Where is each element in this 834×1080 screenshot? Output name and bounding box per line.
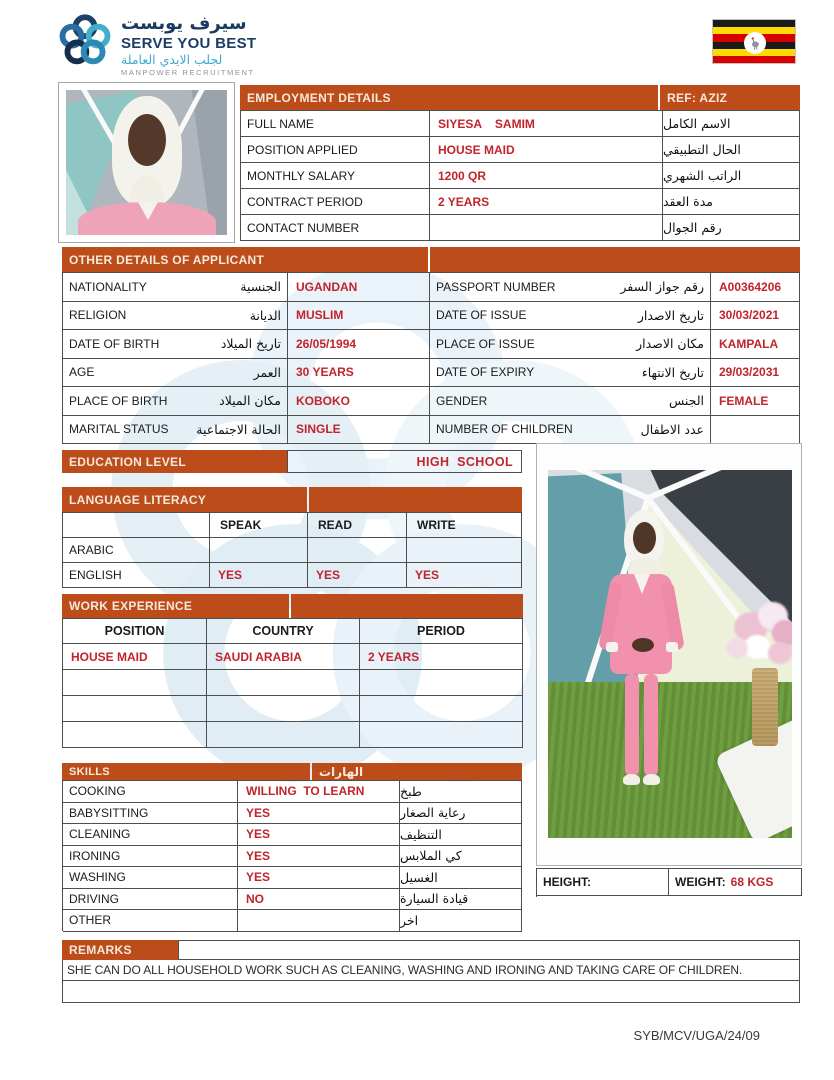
remarks-empty-row bbox=[62, 981, 800, 1003]
field-label-arabic: مدة العقد bbox=[663, 189, 800, 215]
height-label: HEIGHT: bbox=[537, 869, 669, 896]
work-period: 2 YEARS bbox=[360, 644, 523, 670]
remarks-text-row bbox=[62, 960, 800, 981]
field-label: DATE OF BIRTH تاريخ الميلاد bbox=[63, 330, 288, 359]
column-header: READ bbox=[308, 513, 407, 538]
field-value bbox=[308, 538, 407, 563]
skill-label-arabic: طبخ bbox=[400, 781, 522, 803]
corner-cell bbox=[63, 513, 210, 538]
field-label: NATIONALITY الجنسية bbox=[63, 273, 288, 302]
section-work-experience-header bbox=[62, 594, 523, 618]
field-label: POSITION APPLIED bbox=[241, 137, 430, 163]
headshot-scene bbox=[66, 90, 227, 235]
field-value: 2 YEARS bbox=[430, 189, 663, 215]
crested-crane-icon bbox=[744, 32, 766, 54]
agency-logo-icon bbox=[58, 12, 112, 72]
field-value: YES bbox=[308, 563, 407, 588]
skill-label: DRIVING bbox=[63, 889, 238, 911]
field-label: AGE العمر bbox=[63, 359, 288, 388]
applicant-fullbody-photo bbox=[536, 443, 802, 866]
column-header: PERIOD bbox=[360, 619, 523, 644]
height-weight-table bbox=[536, 868, 802, 897]
skill-value: NO bbox=[238, 889, 400, 911]
field-value: 30 YEARS bbox=[288, 359, 430, 388]
field-label: NUMBER OF CHILDREN عدد الاطفال bbox=[430, 416, 711, 445]
section-skills-header bbox=[62, 763, 522, 780]
field-value: A00364206 bbox=[711, 273, 800, 302]
header-spacer bbox=[309, 487, 522, 512]
skill-value: WILLING TO LEARN bbox=[238, 781, 400, 803]
work-period bbox=[360, 696, 523, 722]
field-value bbox=[430, 215, 663, 241]
field-label: DATE OF EXPIRY تاريخ الانتهاء bbox=[430, 359, 711, 388]
field-label: CONTACT NUMBER bbox=[241, 215, 430, 241]
fullbody-scene bbox=[548, 470, 792, 838]
language-name: ENGLISH bbox=[63, 563, 210, 588]
agency-name-arabic: سيرف يوبست bbox=[121, 13, 247, 34]
section-title: SKILLS bbox=[62, 763, 310, 780]
work-position: HOUSE MAID bbox=[63, 644, 207, 670]
header-spacer bbox=[430, 247, 800, 272]
skills-table bbox=[62, 780, 522, 931]
column-header: WRITE bbox=[407, 513, 522, 538]
language-literacy-table bbox=[62, 512, 522, 588]
field-value: 29/03/2031 bbox=[711, 359, 800, 388]
field-label: RELIGION الديانة bbox=[63, 302, 288, 331]
field-label: GENDER الجنس bbox=[430, 387, 711, 416]
field-label: MARITAL STATUS الحالة الاجتماعية bbox=[63, 416, 288, 445]
weight-label: WEIGHT: bbox=[675, 875, 726, 889]
skill-label-arabic: رعاية الصغار bbox=[400, 803, 522, 825]
section-title: OTHER DETAILS OF APPLICANT bbox=[62, 247, 428, 272]
section-remarks-header: REMARKS bbox=[62, 940, 178, 960]
weight-value: 68 KGS bbox=[730, 875, 774, 889]
field-value: YES bbox=[407, 563, 522, 588]
field-value: KAMPALA bbox=[711, 330, 800, 359]
agency-logo bbox=[58, 12, 256, 78]
field-value: UGANDAN bbox=[288, 273, 430, 302]
work-country bbox=[207, 670, 360, 696]
work-position bbox=[63, 696, 207, 722]
field-value bbox=[711, 416, 800, 445]
skill-label: WASHING bbox=[63, 867, 238, 889]
skill-value: YES bbox=[238, 846, 400, 868]
education-level-label: EDUCATION LEVEL bbox=[62, 450, 287, 473]
education-level-value: HIGH SCHOOL bbox=[287, 450, 522, 473]
section-title: EMPLOYMENT DETAILS bbox=[240, 85, 658, 110]
agency-tagline: MANPOWER RECRUITMENT bbox=[121, 68, 255, 78]
skill-label-arabic: اخر bbox=[400, 910, 522, 932]
other-details-table bbox=[62, 272, 800, 444]
work-period bbox=[360, 722, 523, 748]
weight-cell bbox=[669, 869, 802, 896]
uganda-flag-icon bbox=[712, 19, 796, 64]
remarks-header-spacer bbox=[178, 940, 800, 960]
skill-label-arabic: التنظيف bbox=[400, 824, 522, 846]
skill-label-arabic: كي الملابس bbox=[400, 846, 522, 868]
field-label-arabic: الاسم الكامل bbox=[663, 111, 800, 137]
section-other-details-header bbox=[62, 247, 800, 272]
skill-label: COOKING bbox=[63, 781, 238, 803]
field-value: MUSLIM bbox=[288, 302, 430, 331]
skill-label: CLEANING bbox=[63, 824, 238, 846]
field-value: YES bbox=[210, 563, 308, 588]
field-label-arabic: الحال التطبيقي bbox=[663, 137, 800, 163]
section-title: LANGUAGE LITERACY bbox=[62, 487, 307, 512]
column-header: POSITION bbox=[63, 619, 207, 644]
field-label: PASSPORT NUMBER رقم جواز السفر bbox=[430, 273, 711, 302]
field-value: 1200 QR bbox=[430, 163, 663, 189]
skill-label-arabic: قيادة السيارة bbox=[400, 889, 522, 911]
field-value: 30/03/2021 bbox=[711, 302, 800, 331]
work-position bbox=[63, 722, 207, 748]
header-spacer bbox=[291, 594, 523, 618]
field-label: DATE OF ISSUE تاريخ الاصدار bbox=[430, 302, 711, 331]
work-position bbox=[63, 670, 207, 696]
section-title-arabic: الهارات bbox=[312, 763, 522, 780]
work-country: SAUDI ARABIA bbox=[207, 644, 360, 670]
language-name: ARABIC bbox=[63, 538, 210, 563]
agency-tagline-arabic: لجلب الايدي العاملة bbox=[121, 51, 223, 67]
skill-value: YES bbox=[238, 824, 400, 846]
field-label: PLACE OF BIRTH مكان الميلاد bbox=[63, 387, 288, 416]
field-value bbox=[407, 538, 522, 563]
skill-label: IRONING bbox=[63, 846, 238, 868]
skill-label-arabic: الغسيل bbox=[400, 867, 522, 889]
field-label-arabic: رقم الجوال bbox=[663, 215, 800, 241]
skill-value: YES bbox=[238, 803, 400, 825]
field-value bbox=[210, 538, 308, 563]
field-value: SIYESA SAMIM bbox=[430, 111, 663, 137]
field-label: PLACE OF ISSUE مكان الاصدار bbox=[430, 330, 711, 359]
section-language-literacy-header bbox=[62, 487, 522, 512]
field-value: SINGLE bbox=[288, 416, 430, 445]
work-country bbox=[207, 722, 360, 748]
field-value: KOBOKO bbox=[288, 387, 430, 416]
section-title: WORK EXPERIENCE bbox=[62, 594, 289, 618]
field-value: HOUSE MAID bbox=[430, 137, 663, 163]
field-label: MONTHLY SALARY bbox=[241, 163, 430, 189]
agency-name: SERVE YOU BEST bbox=[121, 34, 257, 52]
field-label: CONTRACT PERIOD bbox=[241, 189, 430, 215]
applicant-headshot-photo bbox=[58, 82, 235, 243]
employment-details-table bbox=[240, 110, 800, 241]
skill-label: OTHER bbox=[63, 910, 238, 932]
work-period bbox=[360, 670, 523, 696]
field-label: FULL NAME bbox=[241, 111, 430, 137]
skill-label: BABYSITTING bbox=[63, 803, 238, 825]
field-value: 26/05/1994 bbox=[288, 330, 430, 359]
work-country bbox=[207, 696, 360, 722]
remarks-text: SHE CAN DO ALL HOUSEHOLD WORK SUCH AS CLEANING, WASHING AND IRONING AND TAKING CARE OF CHILDREN. bbox=[67, 963, 743, 977]
document-code: SYB/MCV/UGA/24/09 bbox=[633, 1028, 760, 1043]
field-label-arabic: الراتب الشهري bbox=[663, 163, 800, 189]
section-employment-details-header bbox=[240, 85, 800, 110]
ref-badge: REF: AZIZ bbox=[660, 85, 800, 110]
skill-value: YES bbox=[238, 867, 400, 889]
field-value: FEMALE bbox=[711, 387, 800, 416]
column-header: SPEAK bbox=[210, 513, 308, 538]
skill-value bbox=[238, 910, 400, 932]
column-header: COUNTRY bbox=[207, 619, 360, 644]
work-experience-table bbox=[62, 618, 523, 748]
